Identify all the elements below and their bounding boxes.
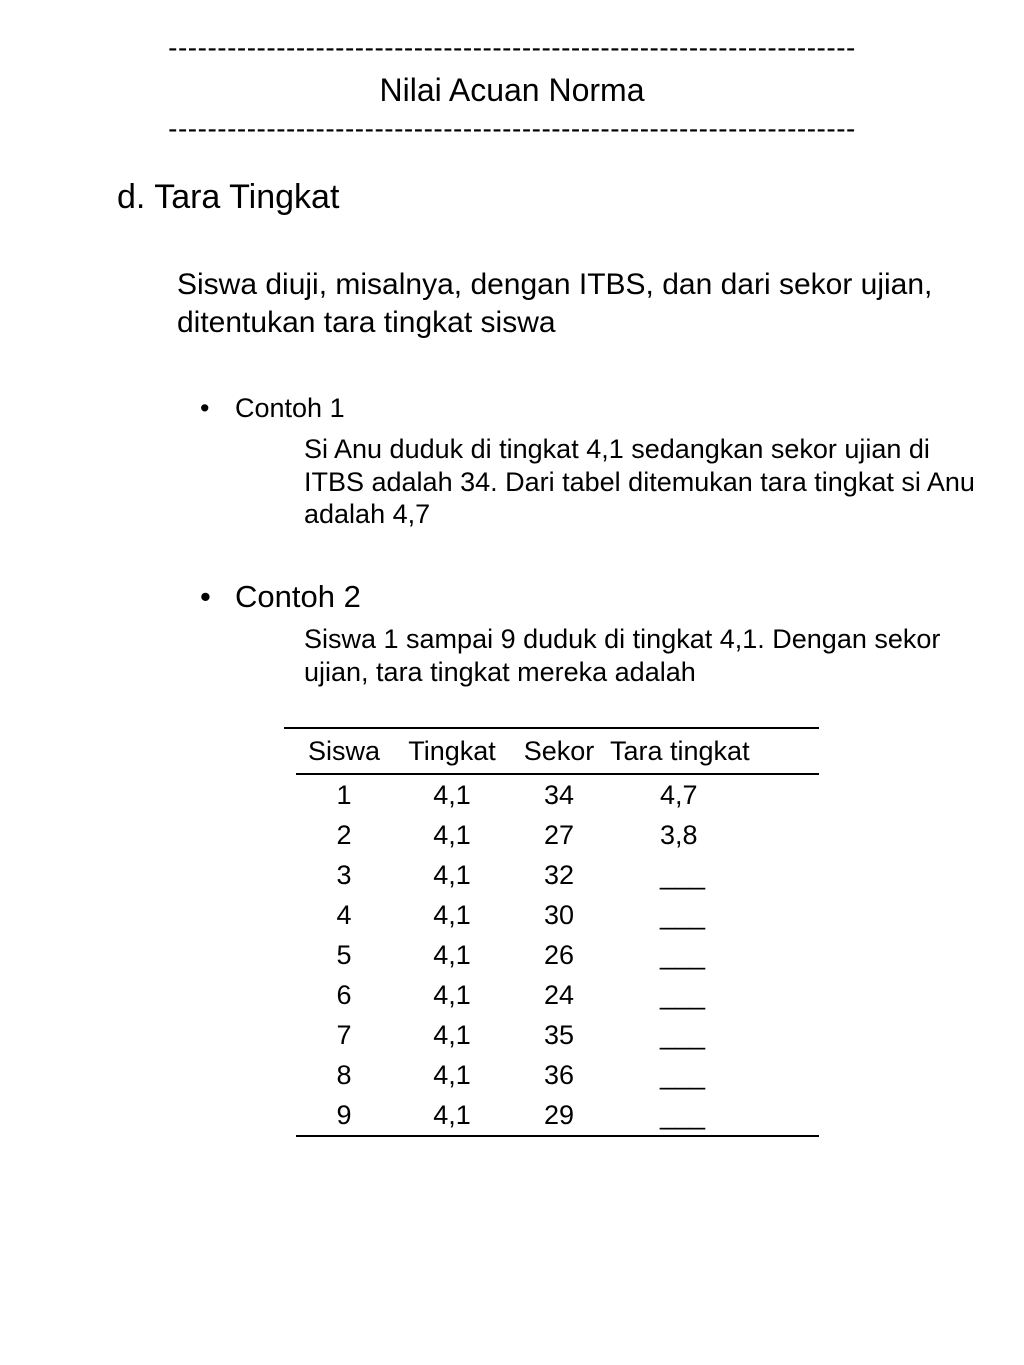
example-1-label: Contoh 1 xyxy=(235,393,345,423)
table-row xyxy=(296,1015,819,1055)
header-divider-top: ---------------------------------------------------------------------- xyxy=(168,32,856,63)
cell-sekor: 32 xyxy=(543,859,575,890)
example-1-bullet xyxy=(200,393,500,429)
cell-sekor: 35 xyxy=(543,1019,575,1050)
cell-siswa: 5 xyxy=(336,939,352,970)
column-header-siswa: Siswa xyxy=(307,735,381,766)
cell-sekor: 36 xyxy=(543,1059,575,1090)
cell-sekor: 30 xyxy=(543,899,575,930)
cell-siswa: 1 xyxy=(336,779,352,810)
table-row xyxy=(296,815,819,855)
cell-tingkat: 4,1 xyxy=(433,779,471,810)
cell-tara-tingkat: ___ xyxy=(660,1059,706,1090)
cell-tara-tingkat: 4,7 xyxy=(660,779,698,810)
table-row xyxy=(296,975,819,1015)
score-table xyxy=(296,727,819,1137)
cell-tingkat: 4,1 xyxy=(433,859,471,890)
cell-tingkat: 4,1 xyxy=(433,939,471,970)
cell-siswa: 4 xyxy=(336,899,352,930)
page-title: Nilai Acuan Norma xyxy=(379,72,645,108)
cell-tara-tingkat: ___ xyxy=(660,899,706,930)
column-header-tingkat: Tingkat xyxy=(408,735,496,766)
cell-tara-tingkat: ___ xyxy=(660,979,706,1010)
table-row xyxy=(296,895,819,935)
cell-tingkat: 4,1 xyxy=(433,819,471,850)
cell-tingkat: 4,1 xyxy=(433,1059,471,1090)
cell-sekor: 24 xyxy=(543,979,575,1010)
cell-sekor: 34 xyxy=(543,779,575,810)
example-1-body: Si Anu duduk di tingkat 4,1 sedangkan sekor ujian di ITBS adalah 34. Dari tabel ditemukan tara tingkat si Anu adalah 4,7 xyxy=(304,434,975,529)
bullet-icon: • xyxy=(200,393,210,423)
bullet-icon: • xyxy=(200,579,211,614)
cell-tingkat: 4,1 xyxy=(433,979,471,1010)
cell-tara-tingkat: ___ xyxy=(660,859,706,890)
cell-sekor: 26 xyxy=(543,939,575,970)
table-row xyxy=(296,774,819,815)
intro-paragraph: Siswa diuji, misalnya, dengan ITBS, dan dari sekor ujian, ditentukan tara tingkat siswa xyxy=(177,268,933,339)
cell-siswa: 3 xyxy=(336,859,352,890)
table-row xyxy=(296,1055,819,1095)
header-divider-bottom: ---------------------------------------------------------------------- xyxy=(168,113,856,144)
table-row xyxy=(296,935,819,975)
example-2-body: Siswa 1 sampai 9 duduk di tingkat 4,1. Dengan sekor ujian, tara tingkat mereka adalah xyxy=(304,624,941,687)
cell-tara-tingkat: ___ xyxy=(660,939,706,970)
cell-sekor: 27 xyxy=(543,819,575,850)
column-header-tara-tingkat: Tara tingkat xyxy=(610,735,750,766)
cell-tara-tingkat: ___ xyxy=(660,1099,706,1130)
cell-siswa: 2 xyxy=(336,819,352,850)
table-row xyxy=(296,855,819,895)
cell-siswa: 8 xyxy=(336,1059,352,1090)
cell-tingkat: 4,1 xyxy=(433,1019,471,1050)
section-heading: d. Tara Tingkat xyxy=(117,178,340,216)
cell-siswa: 6 xyxy=(336,979,352,1010)
cell-tingkat: 4,1 xyxy=(433,1099,471,1130)
cell-siswa: 7 xyxy=(336,1019,352,1050)
cell-sekor: 29 xyxy=(543,1099,575,1130)
example-2-label: Contoh 2 xyxy=(235,579,361,614)
column-header-sekor: Sekor xyxy=(523,735,595,766)
table-row xyxy=(296,1095,819,1136)
cell-tingkat: 4,1 xyxy=(433,899,471,930)
cell-siswa: 9 xyxy=(336,1099,352,1130)
example-2-bullet xyxy=(200,579,500,619)
table-header-row xyxy=(296,728,819,774)
cell-tara-tingkat: 3,8 xyxy=(660,819,698,850)
cell-tara-tingkat: ___ xyxy=(660,1019,706,1050)
